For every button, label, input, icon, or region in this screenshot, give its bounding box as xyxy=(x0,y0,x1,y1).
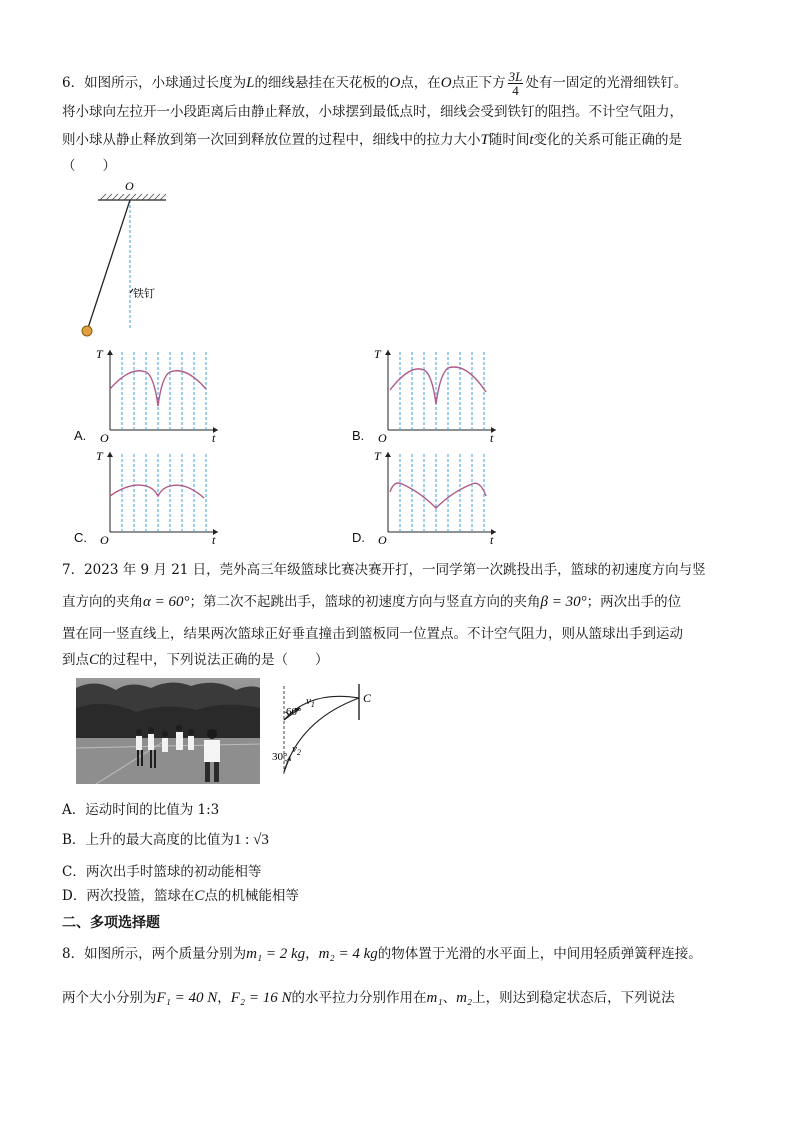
text: 6．如图所示，小球通过长度为 xyxy=(62,75,247,91)
pendulum-string xyxy=(88,200,130,328)
text: 两个大小分别为 xyxy=(62,990,157,1006)
text: 的物体置于光滑的水平面上，中间用轻质弹簧秤连接。 xyxy=(377,946,702,962)
q8-line1 xyxy=(62,944,702,964)
text: 直方向的夹角 xyxy=(62,594,143,610)
axis-t: t xyxy=(490,431,494,444)
var-t: t xyxy=(529,132,534,148)
m2: m₂ xyxy=(456,990,473,1006)
text: 上，则达到稳定状态后，下列说法 xyxy=(472,990,675,1006)
alpha-expr: α = 60° xyxy=(143,594,190,610)
y-arrow xyxy=(107,350,113,355)
text: 的水平拉力分别作用在 xyxy=(291,990,427,1006)
q8-line2 xyxy=(62,988,675,1008)
axis-O: O xyxy=(378,431,387,444)
text: 到点 xyxy=(62,652,89,668)
q6-line2: 将小球向左拉开一小段距离后由静止释放，小球摆到最低点时，细线会受到铁钉的阻挡。不计空气阻力， xyxy=(62,104,683,120)
text: 的细线悬挂在天花板的 xyxy=(254,75,390,91)
option-A-graph[interactable] xyxy=(94,344,224,444)
axis-t: t xyxy=(490,533,494,546)
m1: m₁ xyxy=(426,990,443,1006)
text: 的过程中，下列说法正确的是（ ） xyxy=(99,652,329,668)
text: ；两次出手的位 xyxy=(586,594,682,610)
m2-expr: m₂ = 4 kg xyxy=(318,946,378,962)
var-L: L xyxy=(246,75,255,91)
frac-num: 3L xyxy=(508,69,523,84)
label-C: C xyxy=(363,691,372,705)
ratio-expr: 1 : √3 xyxy=(233,832,269,848)
q6-line3 xyxy=(62,130,682,150)
option-A-label[interactable]: A. xyxy=(74,428,87,443)
label-O: O xyxy=(125,179,134,193)
text: 点的机械能相等 xyxy=(204,888,299,904)
pendulum-figure xyxy=(76,178,186,343)
curve-C xyxy=(110,485,204,498)
q7-line4 xyxy=(62,650,329,670)
text: ；第二次不起跳出手，篮球的初速度方向与竖直方向的夹角 xyxy=(189,594,541,610)
axis-T: T xyxy=(374,449,381,463)
option-B-label[interactable]: B. xyxy=(352,428,365,443)
option-D-label[interactable]: D. xyxy=(352,530,365,545)
var-C: C xyxy=(89,652,100,668)
q7-option-D[interactable] xyxy=(62,886,299,906)
text: 则小球从静止释放到第一次回到释放位置的过程中，细线中的拉力大小 xyxy=(62,132,481,148)
frac-den: 4 xyxy=(512,83,519,98)
q7-option-A[interactable]: A．运动时间的比值为 1:3 xyxy=(62,802,220,818)
F1-expr: F₁ = 40 N xyxy=(156,990,218,1006)
axis-T: T xyxy=(96,347,103,361)
q7-line1: 7．2023 年 9 月 21 日，莞外高三年级篮球比赛决赛开打，一同学第一次跳投出手，篮球的初速度方向与竖 xyxy=(62,562,706,578)
label-nail: 铁钉 xyxy=(133,288,155,300)
pendulum-ball xyxy=(82,326,92,336)
axis-O: O xyxy=(378,533,387,546)
m1-expr: m₁ = 2 kg xyxy=(246,946,306,962)
var-O: O xyxy=(389,75,401,91)
text: 随时间 xyxy=(488,132,530,148)
axis-T: T xyxy=(96,449,103,463)
text: 点正下方 xyxy=(451,75,506,91)
text: ， xyxy=(217,990,231,1006)
axis-T: T xyxy=(374,347,381,361)
angle-30: 30° xyxy=(272,751,288,763)
text: 处有一固定的光滑细铁钉。 xyxy=(525,75,688,91)
option-C-graph[interactable] xyxy=(94,446,224,546)
beta-expr: β = 30° xyxy=(540,594,587,610)
option-C-label[interactable]: C. xyxy=(74,530,87,545)
text: 点，在 xyxy=(400,75,441,91)
q7-line3: 置在同一竖直线上，结果两次篮球正好垂直撞击到篮板同一位置点。不计空气阻力，则从篮球出手到运动 xyxy=(62,626,683,642)
text: 8．如图所示，两个质量分别为 xyxy=(62,946,247,962)
axis-O: O xyxy=(100,533,109,546)
q6-line4: （ ） xyxy=(62,158,116,174)
text: B．上升的最大高度的比值为 xyxy=(62,832,234,848)
basketball-photo xyxy=(76,678,260,784)
q7-option-C[interactable]: C．两次出手时篮球的初动能相等 xyxy=(62,864,262,880)
axis-t: t xyxy=(212,533,216,546)
fraction-3L-4 xyxy=(508,70,524,97)
var-T: T xyxy=(480,132,489,148)
text: ， xyxy=(305,946,319,962)
text: D．两次投篮，篮球在 xyxy=(62,888,195,904)
text: 变化的关系可能正确的是 xyxy=(533,132,683,148)
trajectory-diagram xyxy=(270,680,380,780)
text: 、 xyxy=(442,990,457,1006)
ceiling-hatch xyxy=(100,194,166,200)
q7-option-B[interactable] xyxy=(62,830,269,850)
axis-t: t xyxy=(212,431,216,444)
label-v2: $v_2$ xyxy=(292,743,301,757)
angle-60: 60° xyxy=(286,706,302,718)
F2-expr: F₂ = 16 N xyxy=(230,990,292,1006)
option-D-graph[interactable] xyxy=(372,446,502,546)
q7-line2 xyxy=(62,592,681,612)
var-O: O xyxy=(440,75,452,91)
q6-line1 xyxy=(62,70,687,97)
section-heading: 二、多项选择题 xyxy=(62,915,160,931)
label-v1: $v_1$ xyxy=(306,695,315,709)
var-C: C xyxy=(194,888,205,904)
option-B-graph[interactable] xyxy=(372,344,502,444)
axis-O: O xyxy=(100,431,109,444)
